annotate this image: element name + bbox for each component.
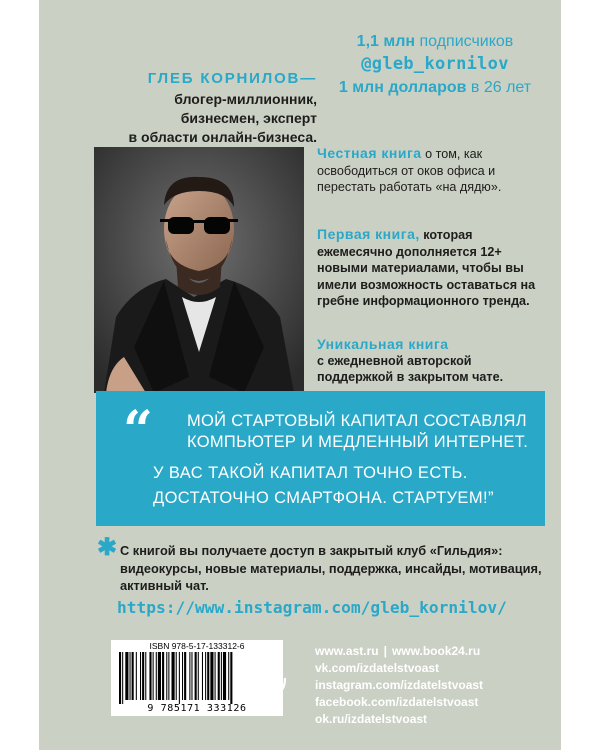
club-text: С книгой вы получаете доступ в закрытый клуб «Гильдия»: видеокурсы, новые материалы, поддержка, инсайды, мотивация, активный чат. bbox=[120, 543, 542, 593]
author-desc-1: блогер-миллионник, bbox=[174, 91, 317, 107]
quote-box bbox=[96, 391, 545, 526]
feature-unique bbox=[317, 336, 549, 386]
publisher-logo-icon bbox=[265, 676, 287, 715]
feature-first-body: которая ежемесячно дополняется 12+ новыми материалами, чтобы вы имели возможность оставаться на гребне информационного тренда. bbox=[317, 228, 536, 309]
money-line bbox=[315, 76, 555, 99]
author-stats bbox=[315, 30, 555, 99]
club-info bbox=[97, 534, 552, 595]
vk-link[interactable]: vk.com/izdatelstvoast bbox=[315, 661, 440, 675]
author-photo bbox=[94, 147, 304, 393]
isbn-number: ISBN 978-5-17-133312-6 bbox=[149, 641, 245, 651]
feature-honest bbox=[317, 145, 549, 196]
instagram-link[interactable]: https://www.instagram.com/gleb_kornilov/ bbox=[117, 598, 507, 617]
money-amount: 1 млн долларов bbox=[338, 79, 467, 96]
author-block bbox=[77, 68, 317, 147]
quote-line-2: У ВАС ТАКОЙ КАПИТАЛ ТОЧНО ЕСТЬ. ДОСТАТОЧНО СМАРТФОНА. СТАРТУЕМ!” bbox=[153, 464, 494, 507]
links-separator: | bbox=[383, 644, 387, 658]
feature-honest-body: о том, как освободиться от оков офиса и перестать работать «на дядю». bbox=[317, 147, 502, 195]
subscribers-label: подписчиков bbox=[419, 33, 514, 50]
barcode-digits: 9 785171 333126 bbox=[147, 703, 247, 714]
ast-link[interactable]: www.ast.ru bbox=[315, 644, 379, 658]
feature-unique-heading: Уникальная книга bbox=[317, 336, 449, 352]
links-row-1 bbox=[315, 643, 545, 660]
book-back-cover bbox=[39, 0, 561, 750]
feature-first-heading: Первая книга, bbox=[317, 226, 420, 242]
ok-link[interactable]: ok.ru/izdatelstvoast bbox=[315, 712, 428, 726]
subscribers-line bbox=[315, 30, 555, 53]
book24-link[interactable]: www.book24.ru bbox=[391, 644, 481, 658]
feature-first bbox=[317, 226, 549, 310]
money-age: в 26 лет bbox=[470, 79, 532, 96]
publisher-links bbox=[315, 643, 545, 728]
barcode-block bbox=[111, 640, 283, 716]
author-desc-2: бизнесмен, эксперт bbox=[180, 110, 317, 126]
barcode-icon bbox=[117, 652, 277, 704]
asterisk-icon: ✱ bbox=[97, 534, 118, 561]
quote-line-1: МОЙ СТАРТОВЫЙ КАПИТАЛ СОСТАВЛЯЛ КОМПЬЮТЕР И МЕДЛЕННЫЙ ИНТЕРНЕТ. bbox=[187, 412, 529, 451]
feature-honest-heading: Честная книга bbox=[317, 145, 422, 161]
facebook-link[interactable]: facebook.com/izdatelstvoast bbox=[315, 695, 479, 709]
quote-mark-icon: “ bbox=[123, 400, 153, 461]
feature-unique-body: с ежедневной авторской поддержкой в закрытом чате. bbox=[317, 353, 504, 385]
instagram-publisher-link[interactable]: instagram.com/izdatelstvoast bbox=[315, 678, 484, 692]
author-desc-3: в области онлайн-бизнеса. bbox=[128, 129, 317, 145]
author-handle: @gleb_kornilov bbox=[361, 54, 509, 74]
subscribers-count: 1,1 млн bbox=[356, 33, 416, 50]
author-name: ГЛЕБ КОРНИЛОВ— bbox=[147, 70, 317, 87]
